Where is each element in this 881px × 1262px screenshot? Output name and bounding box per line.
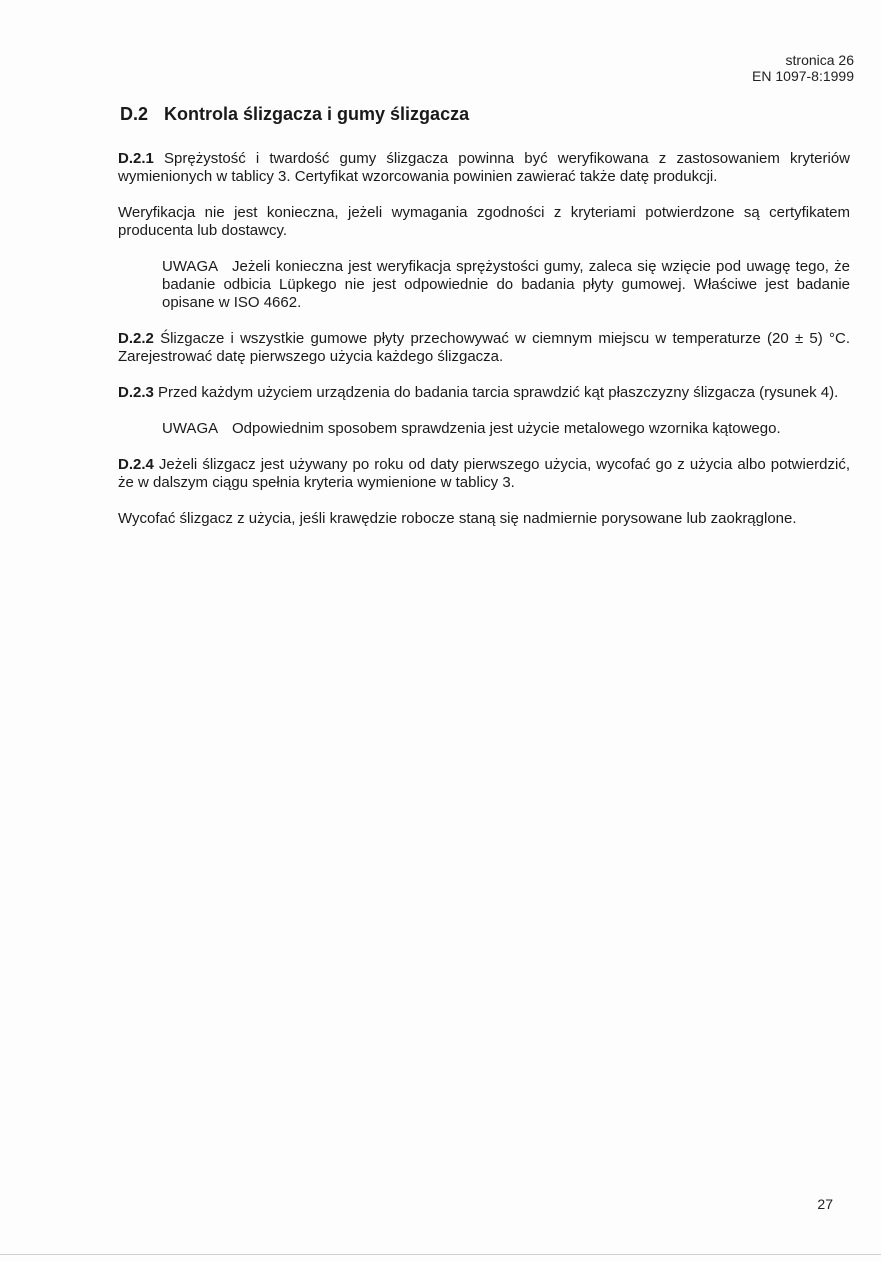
note-text: Jeżeli konieczna jest weryfikacja sprężystości gumy, zaleca się wzięcie pod uwagę tego, że badanie odbicia Lüpkego nie jest odpowiednie do badania płyty gumowej. Właściwe jest badanie opisane w ISO 4662. bbox=[162, 258, 850, 311]
paragraph-text: Sprężystość i twardość gumy ślizgacza powinna być weryfikowana z zastosowaniem kryteriów wymienionych w tablicy 3. Certyfikat wzorcowania powinien zawierać także datę produkcji. bbox=[118, 150, 850, 185]
paragraph-withdraw bbox=[118, 510, 850, 528]
paragraph-text: Ślizgacze i wszystkie gumowe płyty przechowywać w ciemnym miejscu w temperaturze (20 ± 5) °C. Zarejestrować datę pierwszego użycia każdego ślizgacza. bbox=[118, 330, 850, 365]
note-label: UWAGA bbox=[162, 420, 219, 437]
page-header bbox=[752, 52, 854, 84]
clause-number: D.2.3 bbox=[118, 384, 154, 401]
section-heading bbox=[120, 102, 850, 126]
note-angle-template bbox=[162, 420, 850, 438]
paragraph-text: Jeżeli ślizgacz jest używany po roku od daty pierwszego użycia, wycofać go z użycia albo potwierdzić, że w dalszym ciągu spełnia kryteria wymienione w tablicy 3. bbox=[118, 456, 850, 491]
clause-number: D.2.1 bbox=[118, 150, 154, 167]
paragraph-text: Wycofać ślizgacz z użycia, jeśli krawędzie robocze staną się nadmiernie porysowane lub zaokrąglone. bbox=[118, 510, 797, 527]
paragraph-d-2-3 bbox=[118, 384, 850, 402]
note-rubber-elasticity bbox=[162, 258, 850, 312]
clause-number: D.2.2 bbox=[118, 330, 154, 347]
note-text: Odpowiednim sposobem sprawdzenia jest użycie metalowego wzornika kątowego. bbox=[232, 420, 781, 437]
note-label: UWAGA bbox=[162, 258, 219, 275]
paragraph-verification bbox=[118, 204, 850, 240]
clause-number: D.2.4 bbox=[118, 456, 154, 473]
document-body bbox=[118, 102, 850, 546]
paragraph-text: Przed każdym użyciem urządzenia do badania tarcia sprawdzić kąt płaszczyzny ślizgacza (rysunek 4). bbox=[153, 384, 839, 401]
section-number: D.2 bbox=[120, 104, 149, 124]
paragraph-d-2-4 bbox=[118, 456, 850, 492]
paragraph-d-2-1 bbox=[118, 150, 850, 186]
section-title: Kontrola ślizgacza i gumy ślizgacza bbox=[164, 104, 470, 124]
page-label: stronica 26 bbox=[785, 52, 854, 68]
paragraph-text: Weryfikacja nie jest konieczna, jeżeli wymagania zgodności z kryteriami potwierdzone są certyfikatem producenta lub dostawcy. bbox=[118, 204, 850, 239]
scan-edge-line bbox=[0, 1254, 881, 1255]
standard-number: EN 1097-8:1999 bbox=[752, 68, 854, 84]
paragraph-d-2-2 bbox=[118, 330, 850, 366]
page-number: 27 bbox=[817, 1196, 833, 1212]
